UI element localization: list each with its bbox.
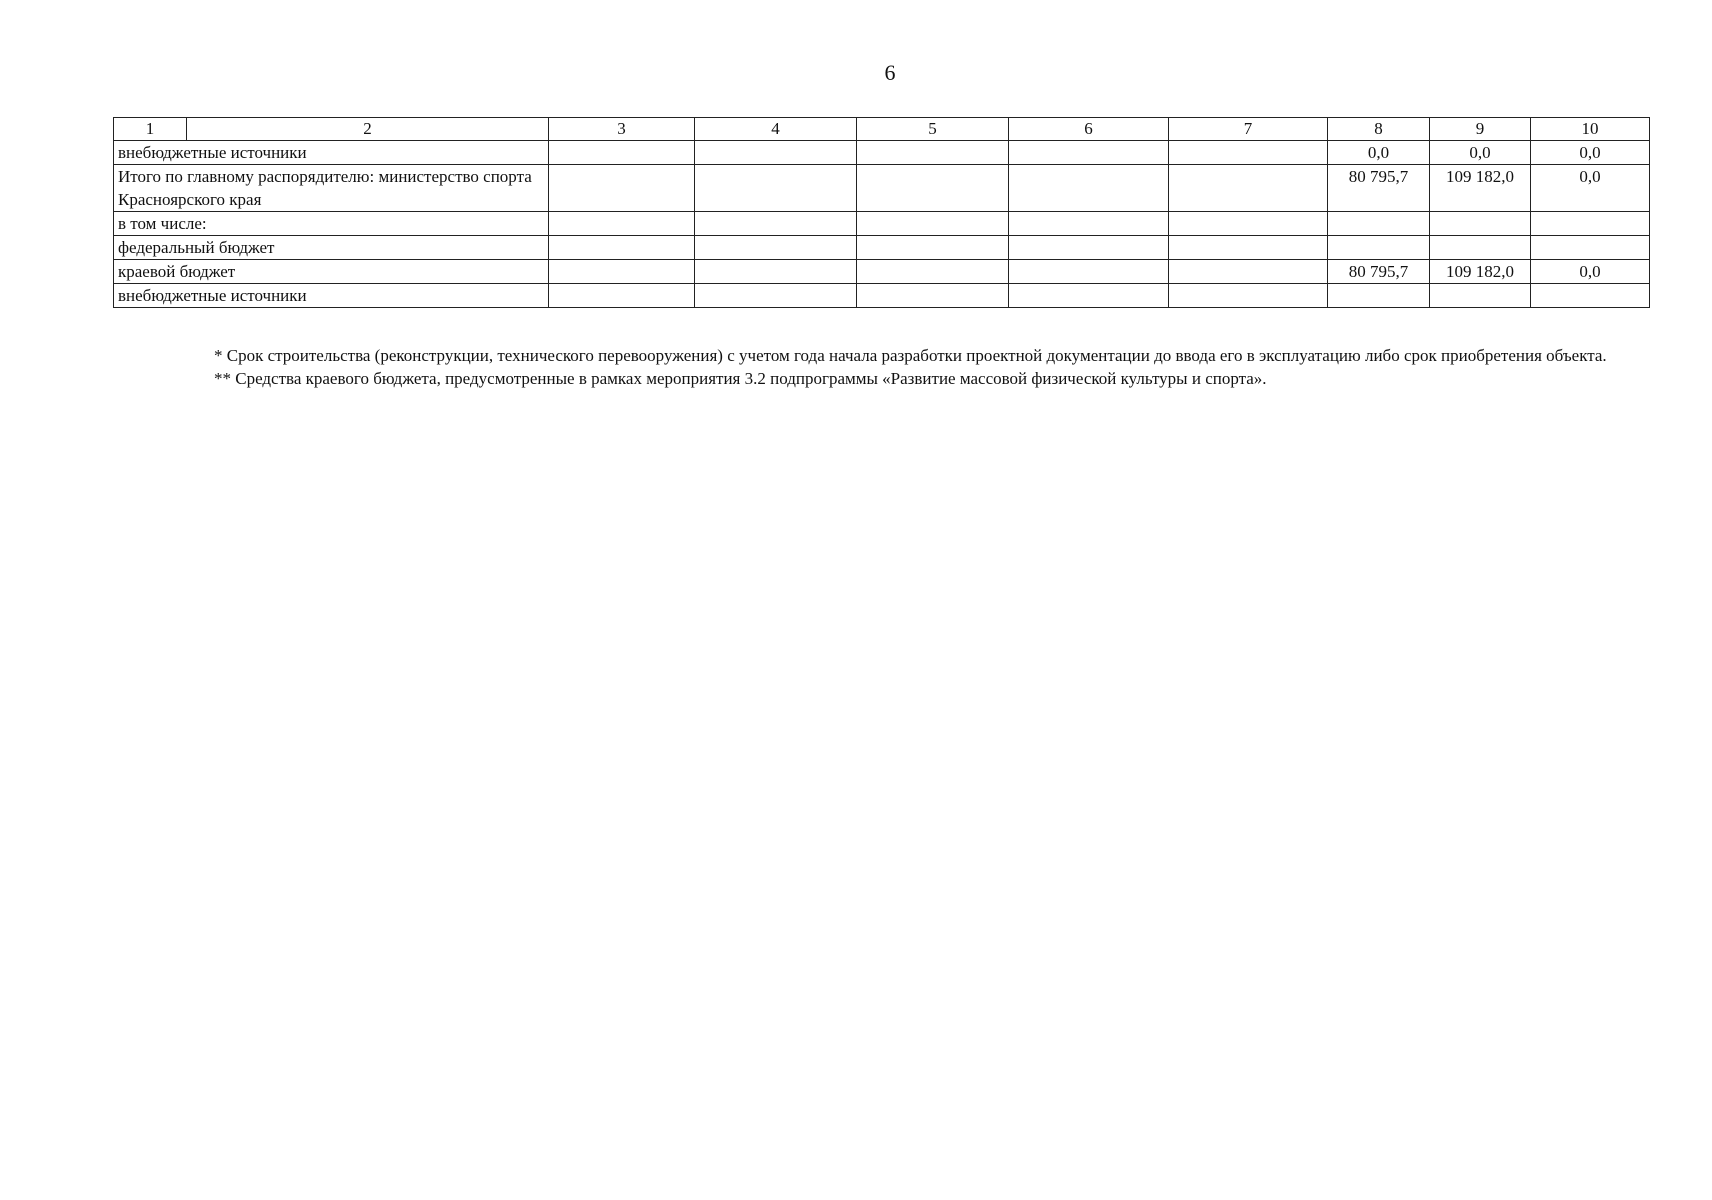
row-label: федеральный бюджет <box>114 236 549 260</box>
cell-col9: 109 182,0 <box>1430 260 1531 284</box>
header-cell: 6 <box>1009 118 1169 141</box>
header-cell: 2 <box>187 118 549 141</box>
table-row <box>114 212 1650 236</box>
cell-col8: 80 795,7 <box>1328 165 1430 212</box>
table-row <box>114 141 1650 165</box>
row-label: внебюджетные источники <box>114 141 549 165</box>
cell-col9 <box>1430 212 1531 236</box>
table-row <box>114 236 1650 260</box>
header-cell: 9 <box>1430 118 1531 141</box>
row-label: Итого по главному распорядителю: министерство спорта Красноярского края <box>114 165 549 212</box>
header-cell: 3 <box>549 118 695 141</box>
footnote-regional-budget: ** Средства краевого бюджета, предусмотренные в рамках мероприятия 3.2 подпрограммы «Развитие массовой физической культуры и спорта». <box>214 369 1267 388</box>
cell-col8: 0,0 <box>1328 141 1430 165</box>
cell-col9 <box>1430 236 1531 260</box>
header-cell: 1 <box>114 118 187 141</box>
cell-col10: 0,0 <box>1531 165 1650 212</box>
cell-col8 <box>1328 212 1430 236</box>
header-cell: 8 <box>1328 118 1430 141</box>
header-cell: 7 <box>1169 118 1328 141</box>
cell-col10 <box>1531 284 1650 308</box>
table-header-row <box>114 118 1650 141</box>
cell-col9: 0,0 <box>1430 141 1531 165</box>
cell-col9: 109 182,0 <box>1430 165 1531 212</box>
table-row <box>114 260 1650 284</box>
cell-col9 <box>1430 284 1531 308</box>
row-label: в том числе: <box>114 212 549 236</box>
row-label: внебюджетные источники <box>114 284 549 308</box>
header-cell: 10 <box>1531 118 1650 141</box>
cell-col8: 80 795,7 <box>1328 260 1430 284</box>
row-label: краевой бюджет <box>114 260 549 284</box>
footnote-construction-term: * Срок строительства (реконструкции, технического перевооружения) с учетом года начала разработки проектной документации до ввода его в эксплуатацию либо срок приобретения объекта. <box>214 346 1607 365</box>
cell-col10 <box>1531 212 1650 236</box>
cell-col10: 0,0 <box>1531 141 1650 165</box>
table-row <box>114 284 1650 308</box>
cell-col10 <box>1531 236 1650 260</box>
cell-col10: 0,0 <box>1531 260 1650 284</box>
budget-table <box>113 117 1650 308</box>
cell-col8 <box>1328 284 1430 308</box>
footnotes <box>140 344 1640 390</box>
header-cell: 5 <box>857 118 1009 141</box>
cell-col8 <box>1328 236 1430 260</box>
page-number: 6 <box>884 60 896 85</box>
header-cell: 4 <box>695 118 857 141</box>
table-row <box>114 165 1650 212</box>
